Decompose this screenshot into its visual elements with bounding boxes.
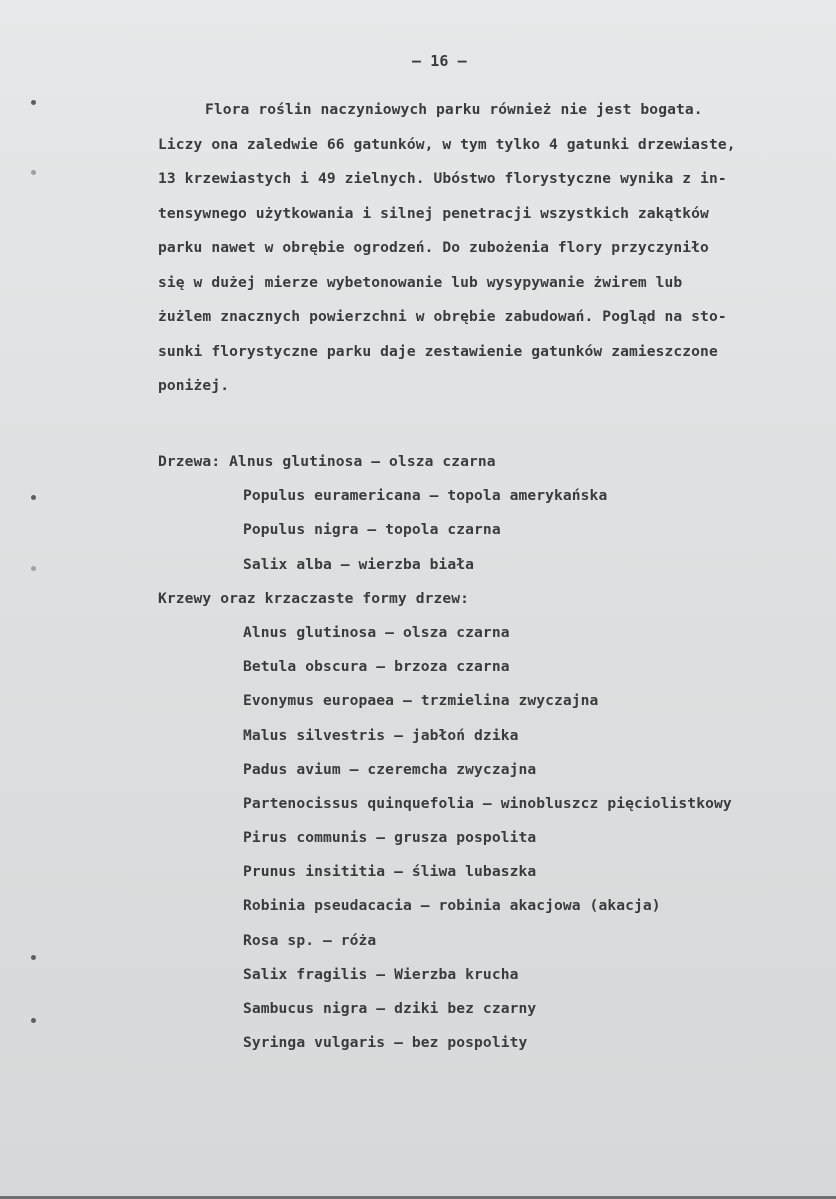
paragraph-line: Flora roślin naczyniowych parku również nie jest bogata. xyxy=(205,101,703,118)
punch-hole-mark xyxy=(31,955,36,960)
species-item: Betula obscura – brzoza czarna xyxy=(243,658,510,676)
paragraph-line: sunki florystyczne parku daje zestawienie gatunków zamieszczone xyxy=(158,342,718,360)
paragraph-line: żużlem znacznych powierzchni w obrębie zabudowań. Pogląd na sto- xyxy=(158,308,727,325)
species-item: Populus nigra – topola czarna xyxy=(243,521,501,539)
shrubs-heading: Krzewy oraz krzaczaste formy drzew: xyxy=(158,589,470,607)
paragraph-line: tensywnego użytkowania i silnej penetracji wszystkich zakątków xyxy=(158,204,709,222)
species-list xyxy=(158,452,732,1067)
trees-heading-row xyxy=(158,452,732,486)
species-item: Robinia pseudacacia – robinia akacjowa (akacja) xyxy=(243,897,661,915)
paragraph-line: Liczy ona zaledwie 66 gatunków, w tym tylko 4 gatunki drzewiaste, xyxy=(158,135,736,153)
species-item: Syringa vulgaris – bez pospolity xyxy=(243,1034,528,1052)
species-item: Partenocissus quinquefolia – winobluszcz pięciolistkowy xyxy=(243,794,732,812)
species-item: Evonymus europaea – trzmielina zwyczajna xyxy=(243,692,599,710)
paragraph-line: parku nawet w obrębie ogrodzeń. Do zubożenia flory przyczyniło xyxy=(158,239,709,256)
page-number: – 16 – xyxy=(412,52,467,70)
species-item: Alnus glutinosa – olsza czarna xyxy=(229,453,496,470)
species-item: Padus avium – czeremcha zwyczajna xyxy=(243,760,537,778)
trees-heading: Drzewa: xyxy=(158,453,221,470)
species-item: Alnus glutinosa – olsza czarna xyxy=(243,623,510,641)
paragraph-line: poniżej. xyxy=(158,377,230,394)
punch-hole-mark xyxy=(31,170,36,175)
paragraph-line: 13 krzewiastych i 49 zielnych. Ubóstwo florystyczne wynika z in- xyxy=(158,170,727,187)
punch-hole-mark xyxy=(31,1018,36,1023)
species-item: Salix alba – wierzba biała xyxy=(243,555,475,573)
species-item: Sambucus nigra – dziki bez czarny xyxy=(243,1000,537,1017)
species-item: Malus silvestris – jabłoń dzika xyxy=(243,726,519,744)
species-item: Salix fragilis – Wierzba krucha xyxy=(243,965,519,983)
species-item: Populus euramericana – topola amerykańska xyxy=(243,487,608,505)
punch-hole-mark xyxy=(31,566,36,571)
species-item: Rosa sp. – róża xyxy=(243,931,377,949)
punch-hole-mark xyxy=(31,100,36,105)
body-paragraph xyxy=(158,100,836,411)
species-item: Pirus communis – grusza pospolita xyxy=(243,829,537,847)
punch-hole-mark xyxy=(31,495,36,500)
species-item: Prunus insititia – śliwa lubaszka xyxy=(243,863,537,881)
paragraph-line: się w dużej mierze wybetonowanie lub wysypywanie żwirem lub xyxy=(158,273,683,291)
